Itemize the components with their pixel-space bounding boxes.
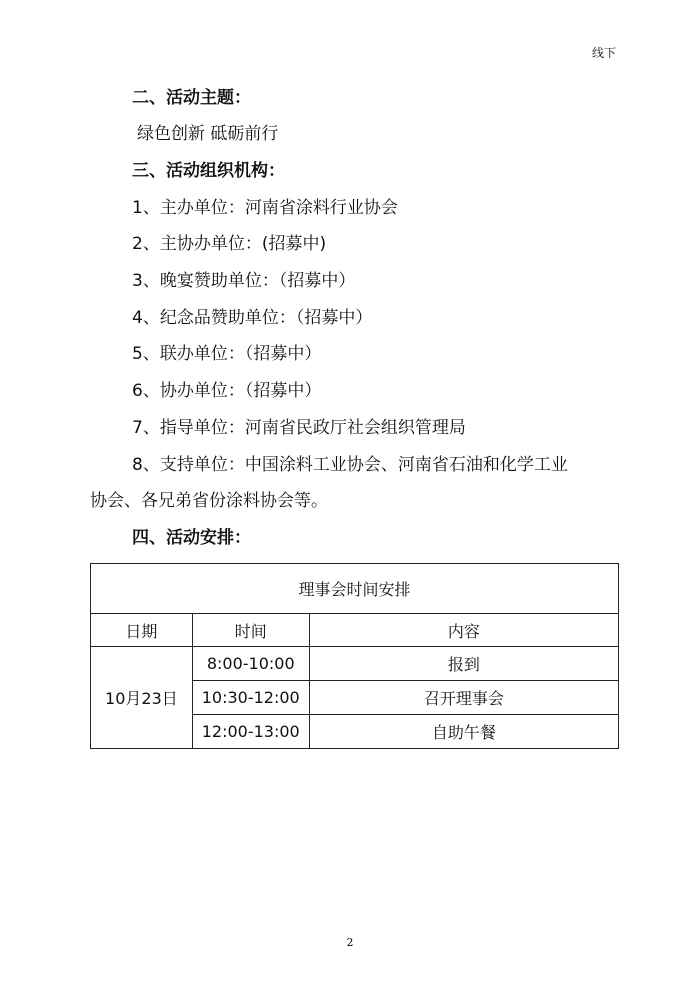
org-item-7: 7、指导单位：河南省民政厅社会组织管理局 bbox=[132, 418, 466, 438]
table-row bbox=[91, 647, 619, 681]
content-cell: 召开理事会 bbox=[309, 681, 618, 715]
table-header-row bbox=[91, 614, 619, 647]
theme-heading: 二、活动主题： bbox=[132, 88, 251, 108]
schedule-heading: 四、活动安排： bbox=[132, 528, 251, 548]
header-content: 内容 bbox=[309, 614, 618, 647]
table-title: 理事会时间安排 bbox=[91, 564, 619, 614]
org-item-4: 4、纪念品赞助单位：（招募中） bbox=[132, 308, 373, 328]
org-item-6: 6、协办单位：（招募中） bbox=[132, 381, 322, 401]
header-date: 日期 bbox=[91, 614, 193, 647]
org-item-1: 1、主办单位：河南省涂料行业协会 bbox=[132, 198, 398, 218]
page-number: 2 bbox=[346, 936, 354, 949]
content-cell: 报到 bbox=[309, 647, 618, 681]
support-line-2: 协会、各兄弟省份涂料协会等。 bbox=[90, 491, 328, 511]
time-cell: 8:00-10:00 bbox=[192, 647, 309, 681]
content-cell: 自助午餐 bbox=[309, 715, 618, 749]
date-cell: 10月23日 bbox=[91, 647, 193, 749]
schedule-table bbox=[90, 563, 619, 749]
org-heading: 三、活动组织机构： bbox=[132, 161, 285, 181]
header-tag: 线下 bbox=[591, 46, 616, 60]
org-item-5: 5、联办单位：（招募中） bbox=[132, 344, 322, 364]
time-cell: 10:30-12:00 bbox=[192, 681, 309, 715]
theme-text: 绿色创新 砥砺前行 bbox=[137, 124, 279, 144]
org-item-2: 2、主协办单位：(招募中) bbox=[132, 234, 327, 254]
header-time: 时间 bbox=[192, 614, 309, 647]
table-title-row bbox=[91, 564, 619, 614]
support-line-1: 8、支持单位：中国涂料工业协会、河南省石油和化学工业 bbox=[132, 455, 568, 475]
org-item-3: 3、晚宴赞助单位：（招募中） bbox=[132, 271, 356, 291]
time-cell: 12:00-13:00 bbox=[192, 715, 309, 749]
